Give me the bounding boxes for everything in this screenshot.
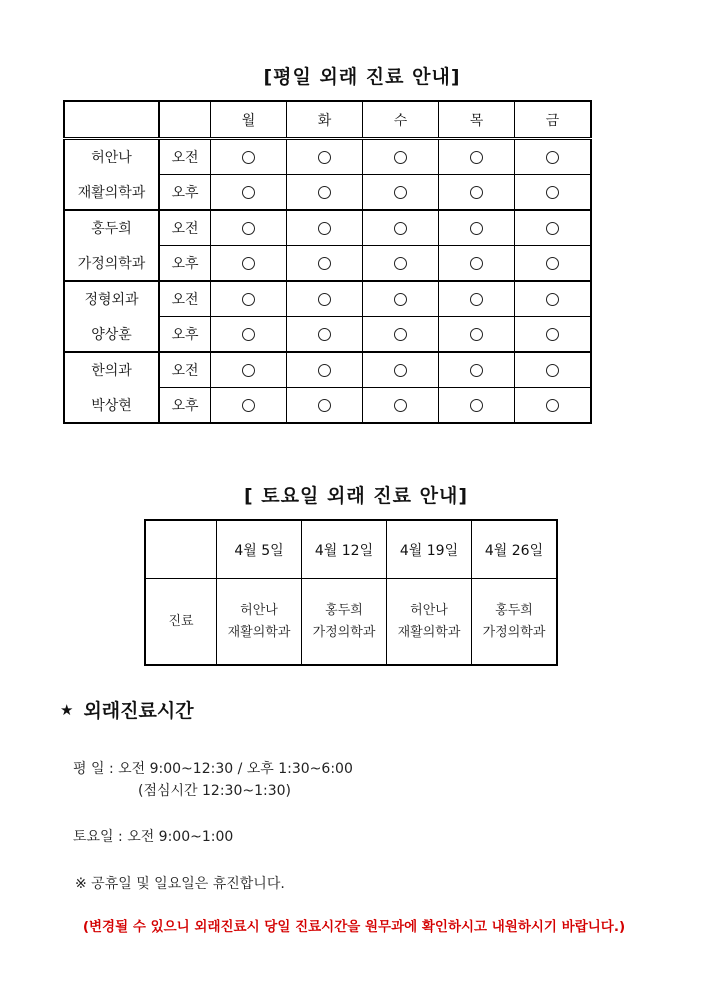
- available-mark-cell: [287, 246, 363, 282]
- available-mark-cell: [439, 352, 515, 388]
- available-mark-cell: [363, 175, 439, 211]
- available-mark-cell: [211, 281, 287, 317]
- available-mark-cell: [439, 281, 515, 317]
- circle-icon: [394, 399, 407, 412]
- weekday-am-row: [64, 210, 591, 246]
- circle-icon: [242, 186, 255, 199]
- circle-icon: [394, 222, 407, 235]
- available-mark-cell: [515, 281, 592, 317]
- available-mark-cell: [363, 139, 439, 175]
- session-label: 오전: [159, 281, 211, 317]
- day-header: 월: [211, 101, 287, 139]
- available-mark-cell: [211, 317, 287, 353]
- circle-icon: [318, 399, 331, 412]
- doctor-cell: 재활의학과: [64, 175, 159, 211]
- circle-icon: [318, 293, 331, 306]
- circle-icon: [242, 364, 255, 377]
- available-mark-cell: [439, 139, 515, 175]
- weekday-pm-row: [64, 246, 591, 282]
- available-mark-cell: [363, 281, 439, 317]
- circle-icon: [394, 186, 407, 199]
- weekday-schedule-title: [평일 외래 진료 안내]: [263, 66, 461, 88]
- circle-icon: [394, 328, 407, 341]
- available-mark-cell: [211, 139, 287, 175]
- weekday-schedule-table: [63, 100, 592, 424]
- available-mark-cell: [515, 246, 592, 282]
- available-mark-cell: [515, 388, 592, 424]
- saturday-doctor-cell: [217, 579, 302, 666]
- saturday-doctor-dept: 가정의학과: [312, 624, 376, 640]
- available-mark-cell: [211, 352, 287, 388]
- available-mark-cell: [211, 388, 287, 424]
- circle-icon: [470, 293, 483, 306]
- doctor-cell: 양상훈: [64, 317, 159, 353]
- day-header: 목: [439, 101, 515, 139]
- circle-icon: [318, 364, 331, 377]
- saturday-header-row: [145, 520, 557, 579]
- header-empty-cell: [159, 101, 211, 139]
- available-mark-cell: [287, 139, 363, 175]
- saturday-hours-line: 토요일 : 오전 9:00~1:00: [73, 829, 234, 845]
- available-mark-cell: [363, 352, 439, 388]
- saturday-doctor-dept: 재활의학과: [397, 624, 461, 640]
- weekday-am-row: [64, 352, 591, 388]
- circle-icon: [318, 257, 331, 270]
- available-mark-cell: [363, 246, 439, 282]
- circle-icon: [470, 257, 483, 270]
- available-mark-cell: [211, 175, 287, 211]
- change-notice: (변경될 수 있으니 외래진료시 당일 진료시간을 원무과에 확인하시고 내원하시기 바랍니다.): [82, 919, 626, 935]
- available-mark-cell: [287, 352, 363, 388]
- circle-icon: [470, 186, 483, 199]
- weekday-pm-row: [64, 317, 591, 353]
- star-icon: ★: [60, 701, 74, 719]
- circle-icon: [546, 399, 559, 412]
- saturday-doctor-cell: [387, 579, 472, 666]
- circle-icon: [470, 364, 483, 377]
- doctor-cell: 박상현: [64, 388, 159, 424]
- weekday-header-row: [64, 101, 591, 139]
- circle-icon: [546, 293, 559, 306]
- available-mark-cell: [439, 175, 515, 211]
- saturday-doctor-cell: [302, 579, 387, 666]
- circle-icon: [318, 186, 331, 199]
- available-mark-cell: [515, 352, 592, 388]
- available-mark-cell: [287, 210, 363, 246]
- circle-icon: [394, 293, 407, 306]
- saturday-doctor-name: 홍두희: [325, 602, 363, 618]
- available-mark-cell: [515, 317, 592, 353]
- saturday-date-header: 4월 19일: [387, 520, 472, 579]
- available-mark-cell: [287, 175, 363, 211]
- circle-icon: [394, 364, 407, 377]
- clinic-hours-heading: [60, 696, 194, 723]
- day-header: 화: [287, 101, 363, 139]
- circle-icon: [242, 293, 255, 306]
- session-label: 오후: [159, 317, 211, 353]
- session-label: 오후: [159, 246, 211, 282]
- doctor-cell: 홍두희: [64, 210, 159, 246]
- holiday-notice-line: ※ 공휴일 및 일요일은 휴진합니다.: [75, 876, 285, 892]
- header-empty-cell: [64, 101, 159, 139]
- available-mark-cell: [439, 210, 515, 246]
- saturday-doctor-name: 허안나: [240, 602, 278, 618]
- saturday-doctor-dept: 재활의학과: [227, 624, 291, 640]
- circle-icon: [318, 222, 331, 235]
- circle-icon: [470, 328, 483, 341]
- saturday-row-label: 진료: [145, 579, 217, 666]
- circle-icon: [318, 151, 331, 164]
- available-mark-cell: [287, 388, 363, 424]
- session-label: 오전: [159, 139, 211, 175]
- available-mark-cell: [515, 175, 592, 211]
- circle-icon: [546, 151, 559, 164]
- available-mark-cell: [363, 388, 439, 424]
- weekday-am-row: [64, 281, 591, 317]
- saturday-date-header: 4월 5일: [217, 520, 302, 579]
- weekday-hours-line: 평 일 : 오전 9:00~12:30 / 오후 1:30~6:00: [73, 761, 353, 777]
- saturday-date-header: 4월 26일: [472, 520, 558, 579]
- doctor-cell: 허안나: [64, 139, 159, 175]
- saturday-schedule-table: [144, 519, 558, 666]
- session-label: 오후: [159, 388, 211, 424]
- circle-icon: [318, 328, 331, 341]
- circle-icon: [242, 328, 255, 341]
- saturday-doctor-name: 허안나: [410, 602, 448, 618]
- circle-icon: [394, 257, 407, 270]
- circle-icon: [546, 328, 559, 341]
- session-label: 오전: [159, 210, 211, 246]
- available-mark-cell: [439, 388, 515, 424]
- circle-icon: [470, 151, 483, 164]
- available-mark-cell: [363, 317, 439, 353]
- circle-icon: [242, 151, 255, 164]
- weekday-pm-row: [64, 388, 591, 424]
- circle-icon: [242, 257, 255, 270]
- available-mark-cell: [515, 210, 592, 246]
- available-mark-cell: [363, 210, 439, 246]
- saturday-schedule-title: [ 토요일 외래 진료 안내]: [243, 485, 468, 507]
- session-label: 오전: [159, 352, 211, 388]
- saturday-doctor-name: 홍두희: [495, 602, 533, 618]
- available-mark-cell: [287, 317, 363, 353]
- available-mark-cell: [211, 210, 287, 246]
- saturday-date-header: 4월 12일: [302, 520, 387, 579]
- day-header: 수: [363, 101, 439, 139]
- header-empty-cell: [145, 520, 217, 579]
- doctor-cell: 한의과: [64, 352, 159, 388]
- clinic-hours-heading-text: 외래진료시간: [83, 700, 194, 722]
- lunch-hours-line: (점심시간 12:30~1:30): [138, 783, 291, 799]
- saturday-doctor-dept: 가정의학과: [482, 624, 546, 640]
- day-header: 금: [515, 101, 592, 139]
- available-mark-cell: [211, 246, 287, 282]
- circle-icon: [242, 399, 255, 412]
- weekday-am-row: [64, 139, 591, 175]
- circle-icon: [546, 364, 559, 377]
- circle-icon: [394, 151, 407, 164]
- saturday-doctor-cell: [472, 579, 558, 666]
- circle-icon: [546, 186, 559, 199]
- session-label: 오후: [159, 175, 211, 211]
- circle-icon: [546, 257, 559, 270]
- available-mark-cell: [515, 139, 592, 175]
- circle-icon: [546, 222, 559, 235]
- circle-icon: [470, 222, 483, 235]
- doctor-cell: 가정의학과: [64, 246, 159, 282]
- available-mark-cell: [439, 246, 515, 282]
- circle-icon: [470, 399, 483, 412]
- available-mark-cell: [287, 281, 363, 317]
- available-mark-cell: [439, 317, 515, 353]
- doctor-cell: 정형외과: [64, 281, 159, 317]
- saturday-doctor-row: [145, 579, 557, 666]
- weekday-pm-row: [64, 175, 591, 211]
- circle-icon: [242, 222, 255, 235]
